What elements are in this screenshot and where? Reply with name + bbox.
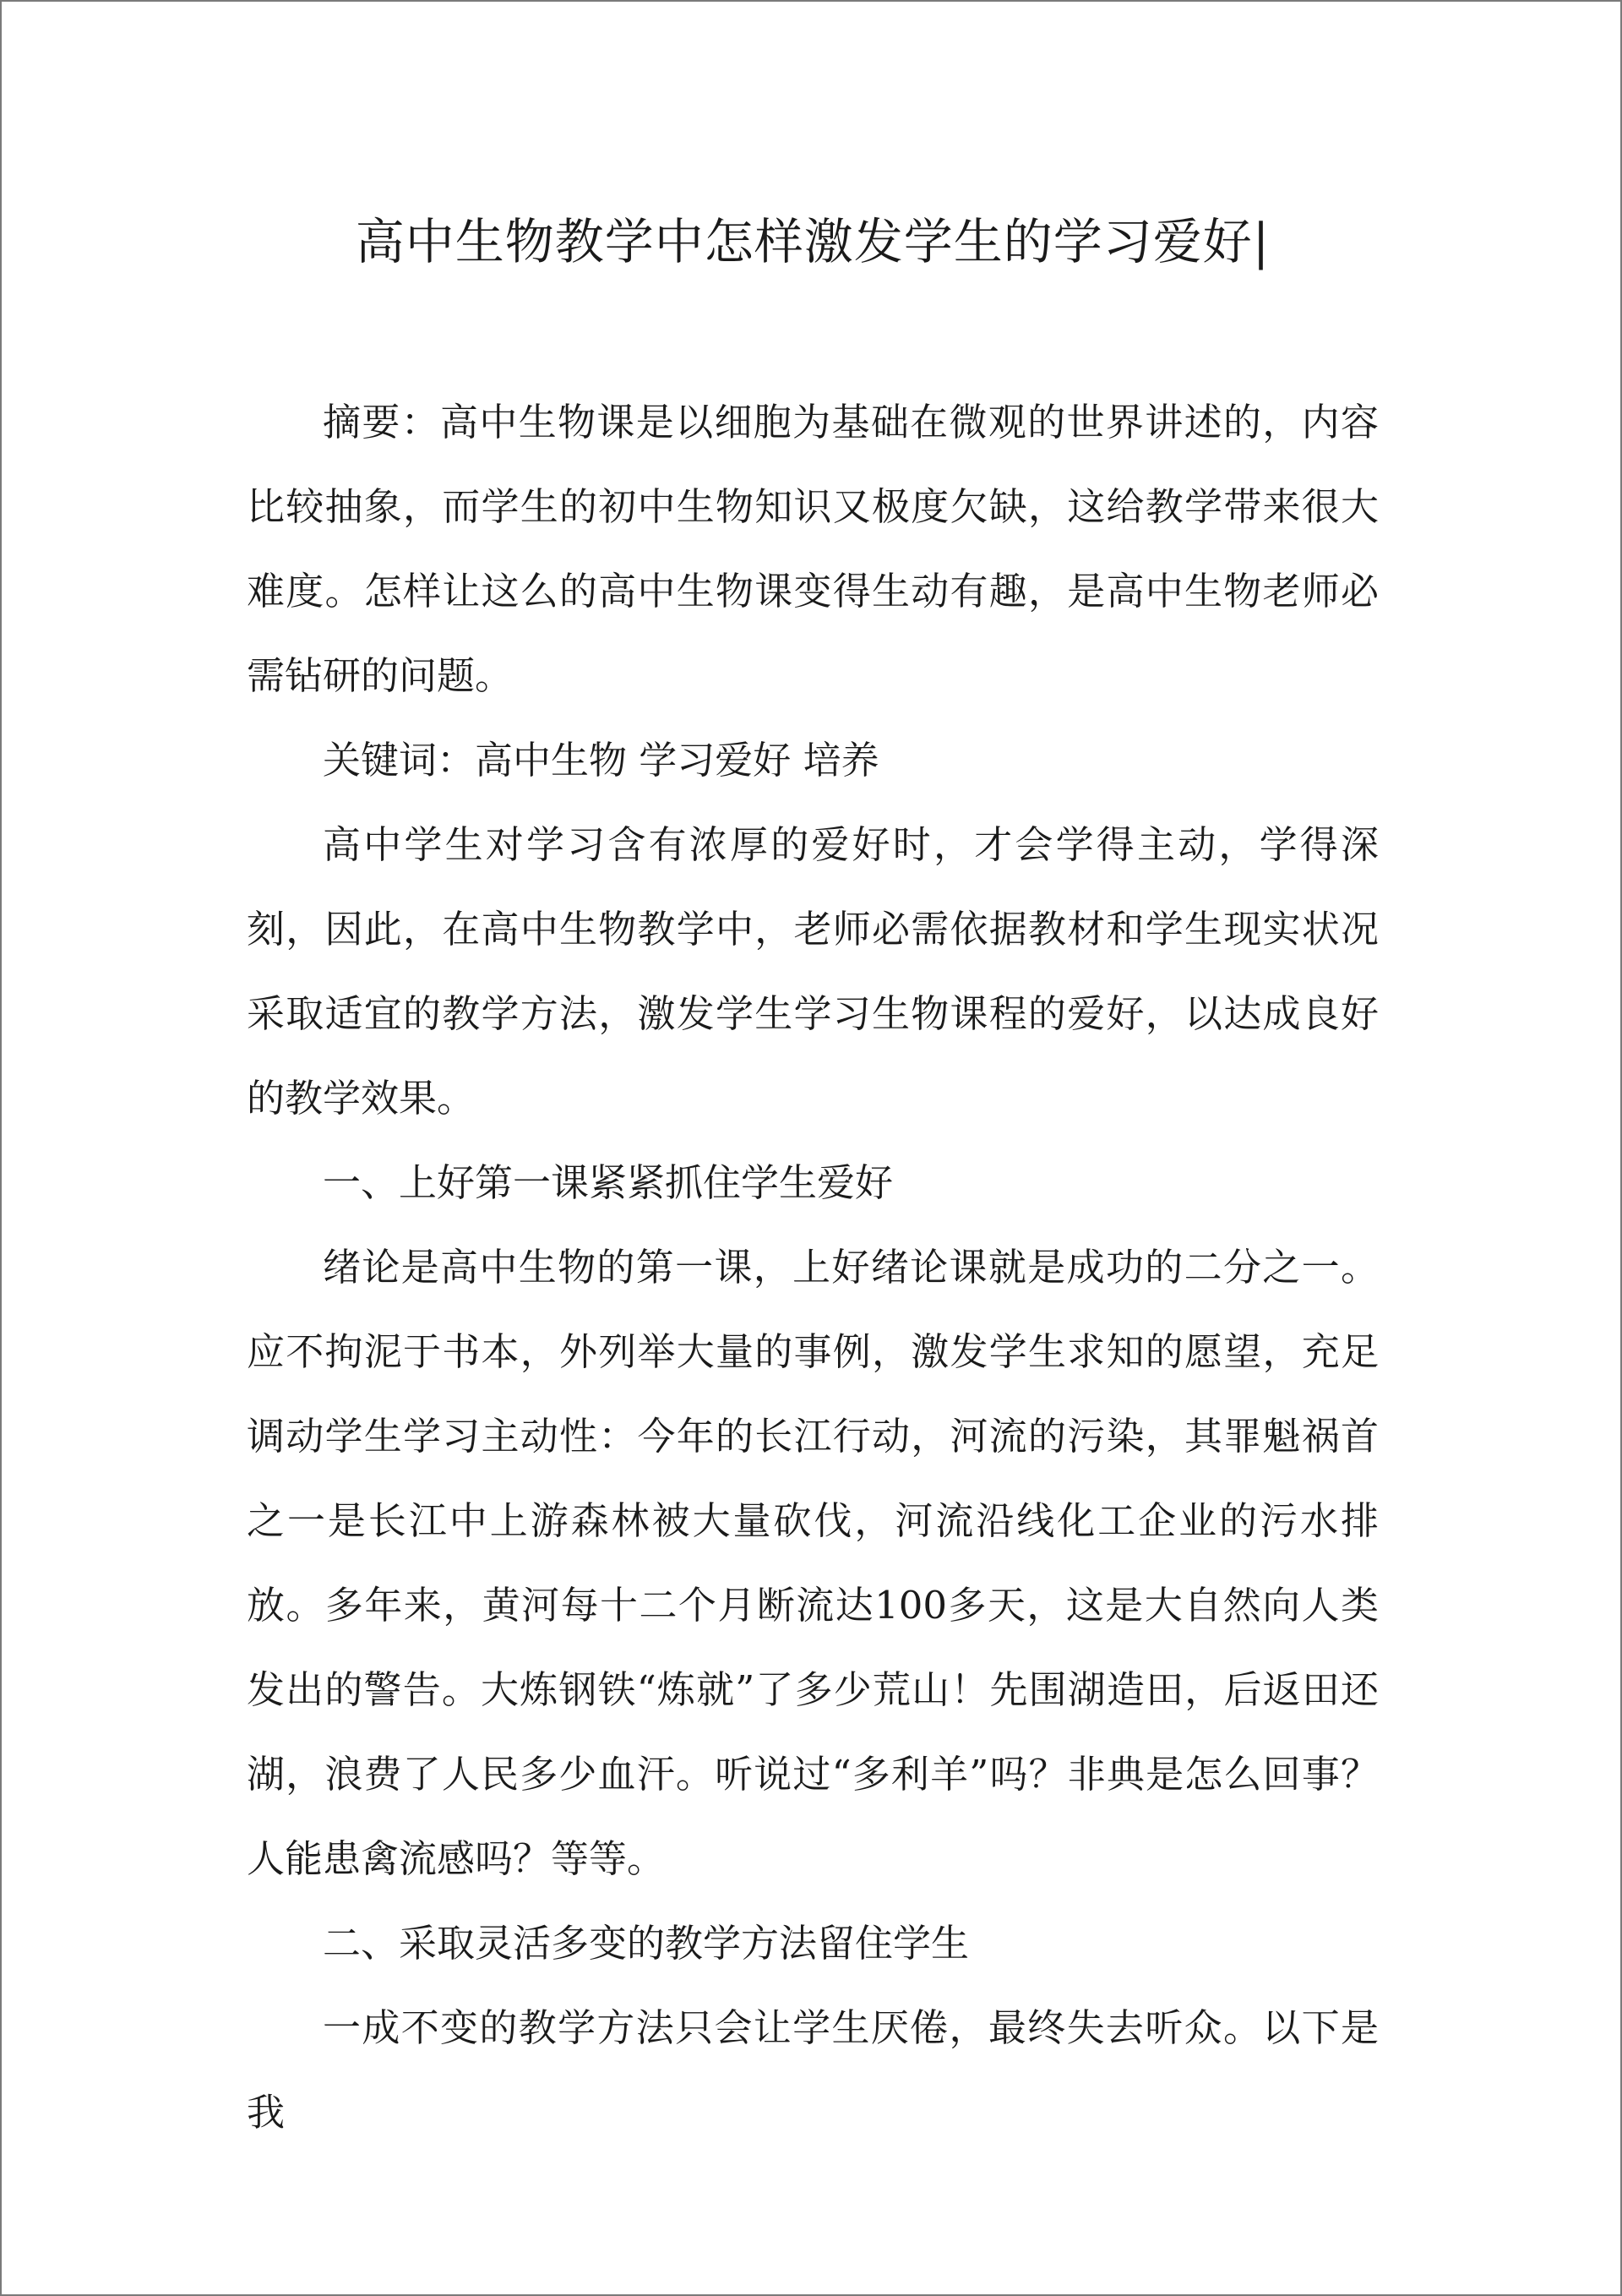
intro-paragraph: 高中学生对学习含有浓厚的爱好时，才会学得主动，学得深刻，因此，在高中生物教学中，老师必需依据教材和学生现实状况采取适宜的教学方法，激发学生学习生物课程的爱好，以达成良好的教学效果。 <box>247 822 1379 1121</box>
document-body <box>247 380 1379 2155</box>
keywords-paragraph: 关键词：高中生物 学习爱好 培养 <box>323 738 879 783</box>
section-heading-2: 二、采取灵活多变的教学方法留住学生 <box>323 1921 970 1966</box>
section-heading-1: 一、上好第一课紧紧抓住学生爱好 <box>323 1160 894 1205</box>
document-title: 高中生物教学中怎样激发学生的学习爱好| <box>355 213 1271 270</box>
abstract-paragraph: 摘要：高中生物课是以细胞为基础在微观的世界讲述的，内容比较抽象，而学生的初中生物知识又极度欠缺，这给教学带来很大难度。怎样让这么的高中生物课变得生动有趣，是高中生物老师必需钻研的问题。 <box>247 400 1379 698</box>
section-1-paragraph: 绪论是高中生物的第一课，上好绪论课就是成功的二分之一。应不拘泥于书本，外列举大量的事例，激发学生求知的愿望，充足调动学生学习主动性：今年的长江行动，河流的污染，其罪魁祸首之一是长江中上游森林被大量砍伐，河流沿线化工企业的污水排放。多年来，黄河每十二个月断流达100多天，这是大自然向人类发出的警告。大炼钢铁“炼就”了多少荒山！先围湖造田，后返田还湖，浪费了人民多少血汗。听说过“多利羊”吗？非典是怎么回事？人能患禽流感吗？等等。 <box>247 1245 1379 1881</box>
section-2-paragraph: 一成不变的教学方法只会让学生厌倦，最终失去听众。以下是我 <box>247 2005 1379 2135</box>
